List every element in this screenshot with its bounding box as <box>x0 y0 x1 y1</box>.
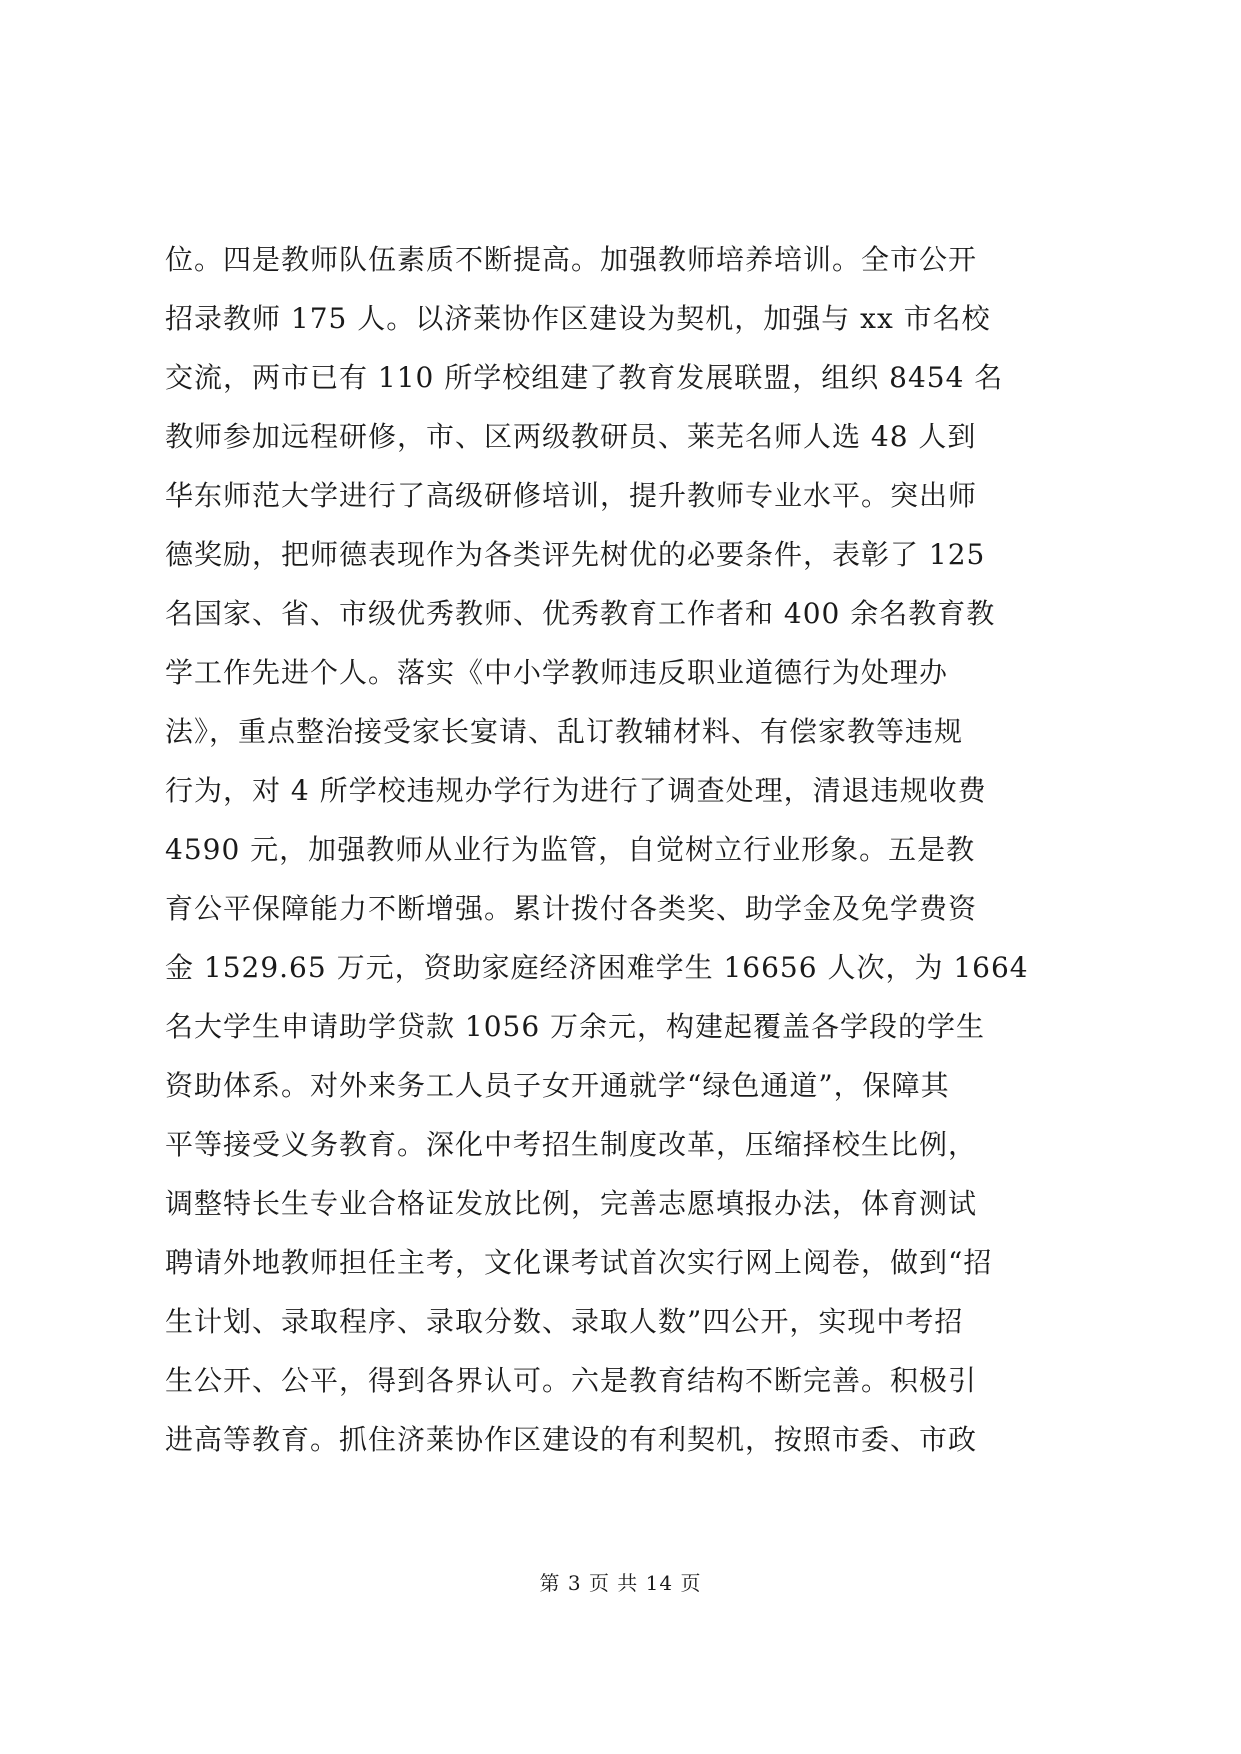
body-text <box>165 230 1105 1469</box>
text-line: 行为，对 4 所学校违规办学行为进行了调查处理，清退违规收费 <box>165 774 987 807</box>
text-line: 平等接受义务教育。深化中考招生制度改革，压缩择校生比例， <box>165 1128 978 1161</box>
text-line: 育公平保障能力不断增强。累计拨付各类奖、助学金及免学费资 <box>165 892 978 925</box>
text-line: 名国家、省、市级优秀教师、优秀教育工作者和 400 余名教育教 <box>165 597 996 630</box>
text-line: 招录教师 175 人。以济莱协作区建设为契机，加强与 xx 市名校 <box>165 302 991 335</box>
text-line: 华东师范大学进行了高级研修培训，提升教师专业水平。突出师 <box>165 479 978 512</box>
text-line: 教师参加远程研修，市、区两级教研员、莱芜名师人选 48 人到 <box>165 420 977 453</box>
text-line: 德奖励，把师德表现作为各类评先树优的必要条件，表彰了 125 <box>165 538 986 571</box>
page-number-footer: 第 3 页 共 14 页 <box>539 1571 702 1595</box>
text-line: 调整特长生专业合格证发放比例，完善志愿填报办法，体育测试 <box>165 1187 978 1220</box>
text-line: 法》，重点整治接受家长宴请、乱订教辅材料、有偿家教等违规 <box>165 715 964 748</box>
text-line: 4590 元，加强教师从业行为监管，自觉树立行业形象。五是教 <box>165 833 976 866</box>
text-line: 名大学生申请助学贷款 1056 万余元，构建起覆盖各学段的学生 <box>165 1010 986 1043</box>
text-line: 进高等教育。抓住济莱协作区建设的有利契机，按照市委、市政 <box>165 1423 978 1456</box>
text-line: 位。四是教师队伍素质不断提高。加强教师培养培训。全市公开 <box>165 243 978 276</box>
text-line: 交流，两市已有 110 所学校组建了教育发展联盟，组织 8454 名 <box>165 361 1004 394</box>
text-line: 生公开、公平，得到各界认可。六是教育结构不断完善。积极引 <box>165 1364 978 1397</box>
text-line: 金 1529.65 万元，资助家庭经济困难学生 16656 人次，为 1664 <box>165 951 1029 984</box>
text-line: 生计划、录取程序、录取分数、录取人数”四公开，实现中考招 <box>165 1305 964 1338</box>
text-line: 学工作先进个人。落实《中小学教师违反职业道德行为处理办 <box>165 656 949 689</box>
text-line: 聘请外地教师担任主考，文化课考试首次实行网上阅卷，做到“招 <box>165 1246 993 1279</box>
text-line: 资助体系。对外来务工人员子女开通就学“绿色通道”，保障其 <box>165 1069 950 1102</box>
